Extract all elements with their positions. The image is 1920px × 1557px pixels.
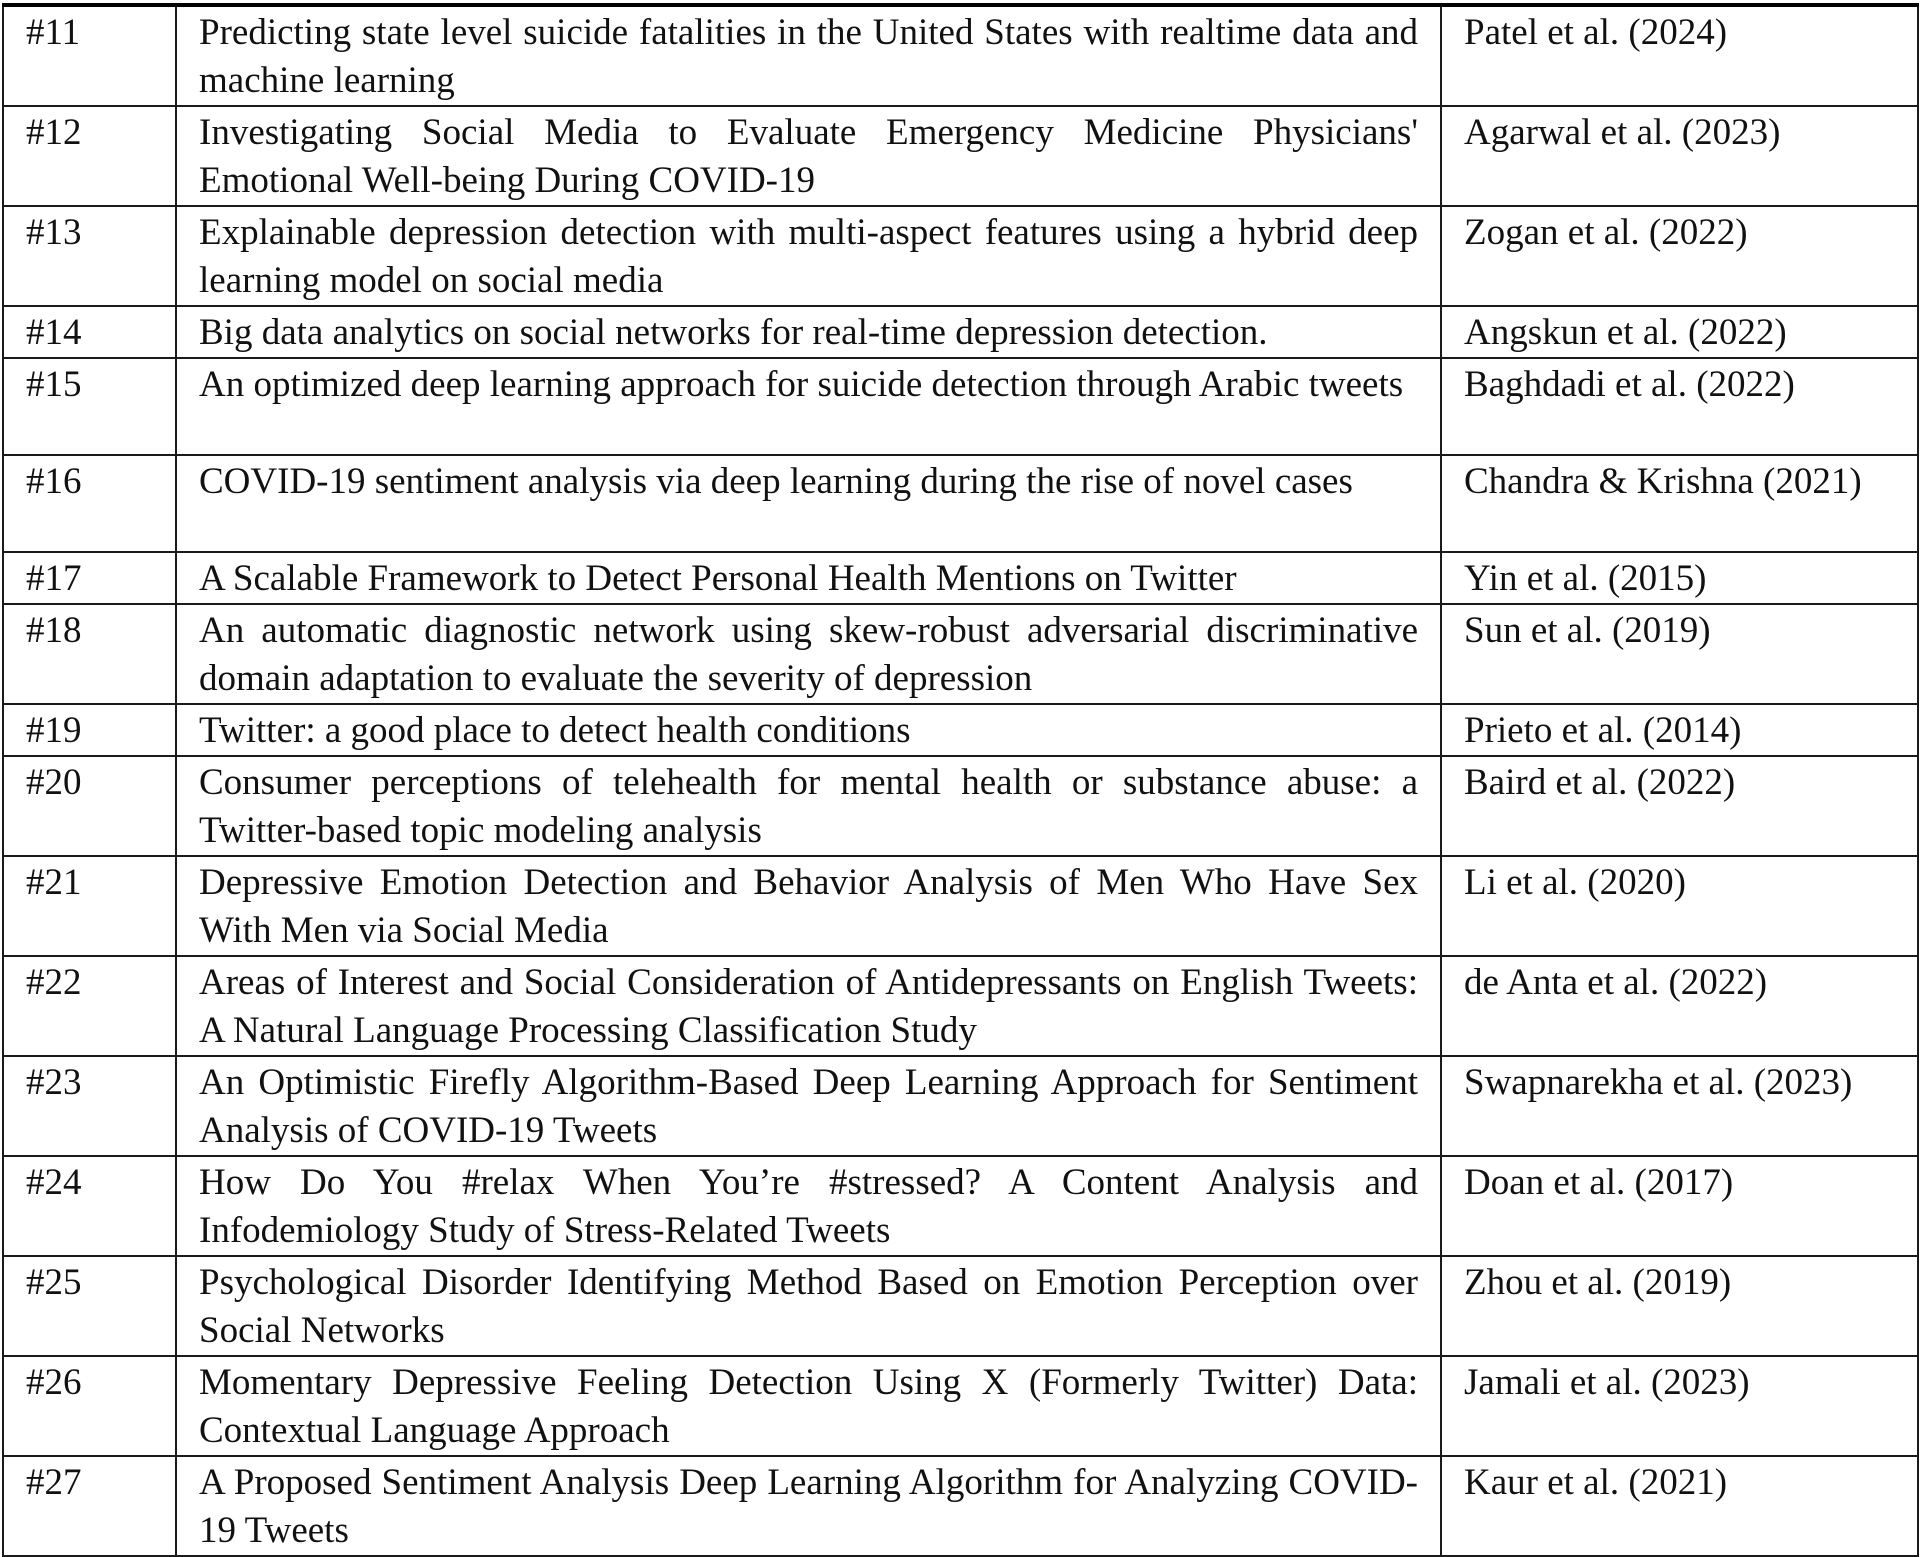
- row-id: #21: [3, 856, 176, 956]
- row-title: Psychological Disorder Identifying Method Based on Emotion Perception over Social Networks: [176, 1256, 1441, 1356]
- table-row: [3, 206, 1918, 306]
- row-authors: Patel et al. (2024): [1441, 5, 1918, 106]
- table-row: [3, 956, 1918, 1056]
- table-row: [3, 1056, 1918, 1156]
- row-title: Explainable depression detection with multi-aspect features using a hybrid deep learning model on social media: [176, 206, 1441, 306]
- row-title: Momentary Depressive Feeling Detection Using X (Formerly Twitter) Data: Contextual Language Approach: [176, 1356, 1441, 1456]
- row-authors: Sun et al. (2019): [1441, 604, 1918, 704]
- row-title: Consumer perceptions of telehealth for mental health or substance abuse: a Twitter-based topic modeling analysis: [176, 756, 1441, 856]
- row-title: Predicting state level suicide fatalities in the United States with realtime data and machine learning: [176, 5, 1441, 106]
- row-id: #14: [3, 306, 176, 358]
- row-id: #23: [3, 1056, 176, 1156]
- table-row: [3, 106, 1918, 206]
- table-row: [3, 5, 1918, 106]
- row-id: #18: [3, 604, 176, 704]
- row-authors: de Anta et al. (2022): [1441, 956, 1918, 1056]
- row-authors: Prieto et al. (2014): [1441, 704, 1918, 756]
- table-row: [3, 306, 1918, 358]
- row-id: #22: [3, 956, 176, 1056]
- row-title: Investigating Social Media to Evaluate Emergency Medicine Physicians' Emotional Well-being During COVID-19: [176, 106, 1441, 206]
- row-authors: Yin et al. (2015): [1441, 552, 1918, 604]
- row-authors: Swapnarekha et al. (2023): [1441, 1056, 1918, 1156]
- row-authors: Li et al. (2020): [1441, 856, 1918, 956]
- row-title: Areas of Interest and Social Consideration of Antidepressants on English Tweets: A Natural Language Processing Classification Study: [176, 956, 1441, 1056]
- row-authors: Baird et al. (2022): [1441, 756, 1918, 856]
- row-id: #24: [3, 1156, 176, 1256]
- row-title: Big data analytics on social networks for real-time depression detection.: [176, 306, 1441, 358]
- table-row: [3, 552, 1918, 604]
- row-id: #16: [3, 455, 176, 552]
- row-id: #12: [3, 106, 176, 206]
- row-title: An optimized deep learning approach for suicide detection through Arabic tweets: [176, 358, 1441, 455]
- table-row: [3, 358, 1918, 455]
- row-title: How Do You #relax When You’re #stressed? A Content Analysis and Infodemiology Study of Stress-Related Tweets: [176, 1156, 1441, 1256]
- row-title: Depressive Emotion Detection and Behavior Analysis of Men Who Have Sex With Men via Social Media: [176, 856, 1441, 956]
- table-row: [3, 856, 1918, 956]
- row-authors: Chandra & Krishna (2021): [1441, 455, 1918, 552]
- table-row: [3, 1256, 1918, 1356]
- row-id: #19: [3, 704, 176, 756]
- row-authors: Doan et al. (2017): [1441, 1156, 1918, 1256]
- row-title: A Scalable Framework to Detect Personal Health Mentions on Twitter: [176, 552, 1441, 604]
- row-id: #17: [3, 552, 176, 604]
- row-id: #20: [3, 756, 176, 856]
- table-row: [3, 1156, 1918, 1256]
- references-table: [2, 3, 1919, 1557]
- table-row: [3, 756, 1918, 856]
- row-title: COVID-19 sentiment analysis via deep learning during the rise of novel cases: [176, 455, 1441, 552]
- row-authors: Jamali et al. (2023): [1441, 1356, 1918, 1456]
- row-authors: Angskun et al. (2022): [1441, 306, 1918, 358]
- row-authors: Zogan et al. (2022): [1441, 206, 1918, 306]
- table-row: [3, 1356, 1918, 1456]
- row-id: #15: [3, 358, 176, 455]
- row-authors: Agarwal et al. (2023): [1441, 106, 1918, 206]
- row-title: An automatic diagnostic network using skew-robust adversarial discriminative domain adaptation to evaluate the severity of depression: [176, 604, 1441, 704]
- table-row: [3, 604, 1918, 704]
- table-row: [3, 1456, 1918, 1556]
- row-id: #13: [3, 206, 176, 306]
- table-row: [3, 704, 1918, 756]
- row-authors: Zhou et al. (2019): [1441, 1256, 1918, 1356]
- row-title: Twitter: a good place to detect health conditions: [176, 704, 1441, 756]
- row-id: #25: [3, 1256, 176, 1356]
- row-title: A Proposed Sentiment Analysis Deep Learning Algorithm for Analyzing COVID-19 Tweets: [176, 1456, 1441, 1556]
- row-id: #11: [3, 5, 176, 106]
- row-authors: Kaur et al. (2021): [1441, 1456, 1918, 1556]
- row-id: #26: [3, 1356, 176, 1456]
- table-row: [3, 455, 1918, 552]
- row-authors: Baghdadi et al. (2022): [1441, 358, 1918, 455]
- row-id: #27: [3, 1456, 176, 1556]
- row-title: An Optimistic Firefly Algorithm-Based Deep Learning Approach for Sentiment Analysis of COVID-19 Tweets: [176, 1056, 1441, 1156]
